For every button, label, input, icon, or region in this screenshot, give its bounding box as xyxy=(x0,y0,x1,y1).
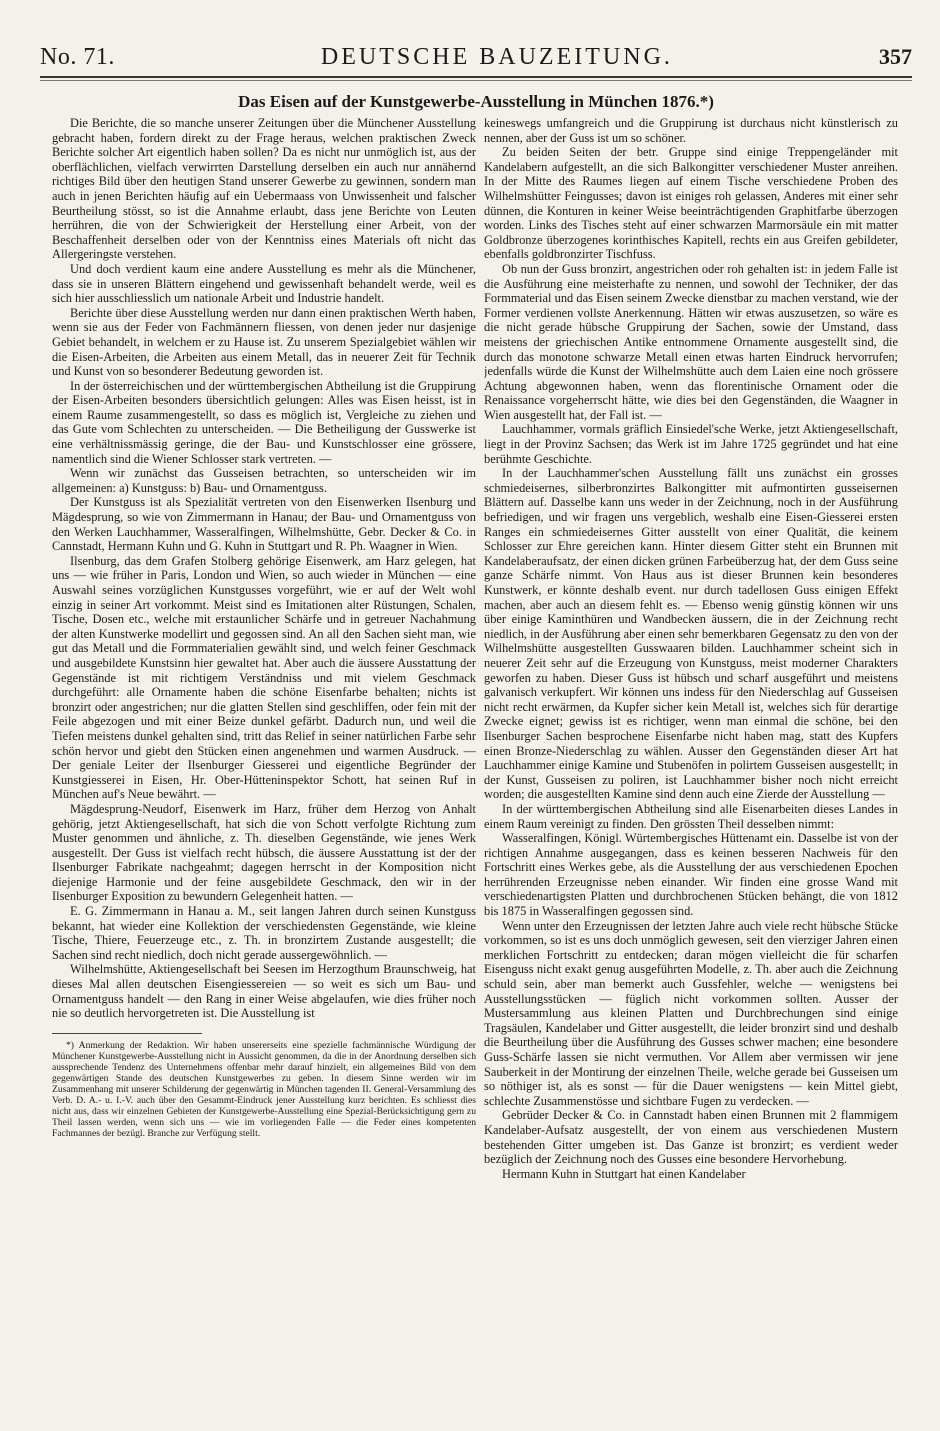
paragraph: In der österreichischen und der württembergischen Abtheilung ist die Gruppirung der Eisen-Arbeiten besonders übersichtlich gelungen: Alles was Eisen heisst, ist in einem Raume zusammengestellt, so dass es möglich ist, Vergleiche zu ziehen und das Gute vom Schlechten zu unterscheiden. — Die Betheiligung der Gusswerke ist eine verhältnissmässig geringe, die der Bau- und Kunstschlosser eine grössere, namentlich sind die Wiener Schlosser stark vertreten. — xyxy=(52,378,476,466)
paragraph: Die Berichte, die so manche unserer Zeitungen über die Münchener Ausstellung gebracht haben, fordern direkt zu der Frage heraus, welchen praktischen Zweck Berichte solcher Art eigentlich haben sollen? Da es nicht nur unmöglich ist, aus der oberflächlichen, vielfach verwirrten Darstellung derselben ein auch nur annähernd richtiges Bild über den heutigen Stand unserer Gewerbe zu gewinnen, sondern man auch in jenen Berichten häufig auf ein Uebermaass von Unwissenheit und falscher Beurtheilung stösst, so ist die Annahme erlaubt, dass jene Berichte von Leuten herrühren, die von der Schwierigkeit der Herstellung einer Arbeit, von der Beschaffenheit derselben oder von der Kenntniss eines Materials oft nicht das Allergeringste verstehen. xyxy=(52,116,476,262)
paragraph: In der Lauchhammer'schen Ausstellung fällt uns zunächst ein grosses schmiedeisernes, silberbronzirtes Balkongitter mit aufmontirten gusseisernen Blättern auf. Dasselbe kann uns weder in der Zeichnung, noch in der Ausführung befriedigen, und wir fragen uns vergeblich, weshalb eine Eisen-Giesserei ersten Ranges ein schmiedeisernes Gitter ausstellt von einer Qualität, die keinem Schlosser zur Ehre gereichen kann. Hinter diesem Gitter steht ein Brunnen mit Kandelaberaufsatz, der einen dicken grünen Farbeüberzug hat, der dem Guss seine ganze Schärfe nimmt. Von Haus aus ist dieser Brunnen kein besonderes Kunstwerk, er könnte deshalb event. nur durch tadellosen Guss einigen Effekt machen, aber auch an diesem fehlt es. — Ebenso wenig günstig können wir uns über einige Kaminthüren und Wandbecken äussern, die in der Zeichnung recht niedlich, in der Ausführung aber einen sehr bemerkbaren Gegensatz zu den von der Wilhelmshütte ausgestellten Gusswaaren bilden. Lauchhammer scheint sich in neuerer Zeit sehr auf die Erzeugung von Kunstguss, meist moderner Charakters geworfen zu haben. Dieser Guss ist hübsch und scharf ausgeführt und meistens galvanisch verkupfert. Wir können uns indess für den Niederschlag auf Gusseisen nicht recht erwärmen, da Kupfer sicher kein Metall ist, welches sich für derartige Zwecke eignet; gewiss ist es richtiger, wenn man einmal die schöne, bei den Ilsenburger Sachen besprochene Eisenfarbe nicht haben mag, statt des Kupfers einen Bronze-Niederschlag zu wählen. Ausser den Gegenständen dieser Art hat Lauchhammer einige Kamine und Stubenöfen in polirtem Gusseisen ausgestellt; in der Kunst, Gusseisen zu poliren, ist Lauchhammer bisher noch nicht erreicht worden; die ausgestellten Kamine sind denn auch eine Zierde der Ausstellung — xyxy=(484,466,898,802)
newspaper-title: DEUTSCHE BAUZEITUNG. xyxy=(320,44,673,70)
paragraph: Ilsenburg, das dem Grafen Stolberg gehörige Eisenwerk, am Harz gelegen, hat uns — wie früher in Paris, London und Wien, so auch wieder in München — eine Auswahl seines vorzüglichen Kunstgusses vorgeführt, wie er auf der Welt wohl einzig in seiner Art vorkommt. Meist sind es Imitationen alter Rüstungen, Schalen, Tische, Dosen etc., welche mit erstaunlicher Schärfe und in getreuer Nachahmung der alten Kunstwerke modellirt und gegossen sind. An all den Sachen sieht man, wie gut das Metall und die Formmaterialien gewählt sind, und welch feiner Geschmack und ausgebildete Kunstsinn hier gewaltet hat. Aber auch die äussere Ausstattung der Gegenstände ist mit richtigem Verständniss und mit vielem Geschmack durchgeführt: alle Ornamente haben die schöne Eisenfarbe behalten; nichts ist bronzirt oder angestrichen; nur die glatten Stellen sind geschliffen, oder fein mit der Feile abgezogen und mit einer Beize dunkel gefärbt. Dadurch nun, und weil die Tiefen meistens dunkel gehalten sind, tritt das Relief in seiner natürlichen Farbe sehr schön hervor und giebt den Stücken einen angenehmen und warmen Ausdruck. — Der geniale Leiter der Ilsenburger Giesserei und eigentliche Begründer der Kunstgiesserei in Eisen, Hr. Ober-Hütteninspektor Schott, hat seinen Ruf in München auf's Neue bewährt. — xyxy=(52,553,476,802)
paragraph: Wasseralfingen, Königl. Würtembergisches Hüttenamt ein. Dasselbe ist von der richtigen Annahme ausgegangen, dass es keinen besseren Nachweis für den Fortschritt eines Werkes gebe, als die Ausstellung der aus verschiedenen Epochen herrührenden Erzeugnisse neben einander. Wir finden eine grosse Wand mit verschiedenartigsten Platten und durchbrochenen Stücken behängt, die von 1812 bis 1875 in Wasseralfingen gegossen sind. xyxy=(484,831,898,919)
paragraph: Wilhelmshütte, Aktiengesellschaft bei Seesen im Herzogthum Braunschweig, hat dieses Mal allen deutschen Eisengiessereien — so weit es sich um Bau- und Ornamentguss handelt — den Rang in einer Weise abgelaufen, wie dies früher noch nie so deutlich hervorgetreten ist. Die Ausstellung ist xyxy=(52,962,476,1021)
page-number: 357 xyxy=(878,44,912,69)
paragraph: E. G. Zimmermann in Hanau a. M., seit langen Jahren durch seinen Kunstguss bekannt, hat wieder eine Kollektion der verschiedensten Gegenstände, wie kleine Tische, Thiere, Feuerzeuge etc., z. Th. in bronzirtem Zustande ausgestellt; die Sachen sind recht niedlich, doch nicht gerade aussergewöhnlich. — xyxy=(52,904,476,962)
paragraph: Lauchhammer, vormals gräflich Einsiedel'sche Werke, jetzt Aktiengesellschaft, liegt in der Provinz Sachsen; das Werk ist im Jahre 1725 gegründet und hat eine berühmte Geschichte. xyxy=(484,422,898,466)
paragraph: Wenn wir zunächst das Gusseisen betrachten, so unterscheiden wir im allgemeinen: a) Kunstguss: b) Bau- und Ornamentguss. xyxy=(52,466,476,495)
issue-number: No. 71. xyxy=(40,44,115,70)
paragraph: Und doch verdient kaum eine andere Ausstellung es mehr als die Münchener, dass sie in unseren Blättern eingehend und gewissenhaft behandelt werde, weil es sich hier ausschliesslich um nationale Arbeit und Industrie handelt. xyxy=(52,261,476,306)
paragraph: Gebrüder Decker & Co. in Cannstadt haben einen Brunnen mit 2 flammigem Kandelaber-Aufsatz ausgestellt, der von einem aus verschiedenen Mustern bestehenden Gitter umgeben ist. Das Ganze ist bronzirt; es verdient weder bezüglich der Zeichnung noch des Gusses eine besondere Hervorhebung. xyxy=(484,1108,898,1167)
paragraph: Zu beiden Seiten der betr. Gruppe sind einige Treppengeländer mit Kandelabern aufgestellt, an die sich Balkongitter verschiedener Muster anreihen. In der Mitte des Raumes liegen auf einem Tische verschiedene Proben des Wilhelmshütter Feingusses; davon ist einiges roh gelassen, Anderes mit einer sehr dünnen, die Konturen in keiner Weise beeinträchtigenden Graphitfarbe überzogen worden. Links des Tisches steht auf einer schwarzen Marmorsäule ein mit matter Goldbronze überzogenes korinthisches Kapitell, rechts ein aus Greifen gebildeter, ebenfalls goldbronzirter Tischfuss. xyxy=(484,145,898,262)
masthead xyxy=(40,44,912,74)
paragraph: Ob nun der Guss bronzirt, angestrichen oder roh gehalten ist: in jedem Falle ist die Ausführung eine meisterhafte zu nennen, und sowohl der Techniker, der das Formmaterial und das Eisen seinem Zwecke dienstbar zu machen verstand, wie der Former verdienen vollste Anerkennung. Hätten wir etwas auszusetzen, so wäre es die nicht gerade hübsche Gruppirung der Sachen, sowie der Umstand, dass meistens der griechischen Antike entnommene Ornamente ausgestellt sind, die durch das monotone schwarze Metall einen etwas harten Eindruck hervorrufen; jedenfalls würde die Kunst der Wilhelmshütte auch dem Laien eine noch grössere Achtung abgewonnen haben, wenn das florentinische Ornament oder die Renaissance vorgeherrscht hätte, wie dies bei den Gegenständen, die Waagner in Wien ausgestellt hat, der Fall ist. — xyxy=(484,261,898,422)
paragraph: Hermann Kuhn in Stuttgart hat einen Kandelaber xyxy=(502,1166,746,1181)
header-rule-thin xyxy=(40,80,912,81)
paragraph: keineswegs umfangreich und die Gruppirung ist durchaus nicht künstlerisch zu nennen, aber der Guss ist um so schöner. xyxy=(484,116,898,145)
paragraph: Wenn unter den Erzeugnissen der letzten Jahre auch viele recht hübsche Stücke vorkommen, so ist es uns doch unmöglich gewesen, seit den vierziger Jahren einen merklichen Fortschritt zu entdecken; daran mögen vielleicht die für scharfen Eisenguss nicht exakt genug ausgeführten Modelle, z. Th. aber auch die Zeichnung schuld sein, aber man bemerkt auch Gussfehler, welche — wenigstens bei Ausstellungsstücken — füglich nicht vorkommen sollten. Ausser der Mustersammlung aus kleinen Platten und Durchbrechungen sind einige Tragsäulen, Kandelaber und Gitter ausgestellt, die leider bronzirt sind und deshalb die Beurtheilung über die Ausführung des Gusses schwer machen; eine besondere Guss-Schärfe lassen sie nicht vermuthen. Vor Allem aber vermissen wir jene Sauberkeit in der Montirung der einzelnen Theile, welche gerade bei Gusseisen um so nöthiger ist, als es sonst — für die Dauer wenigstens — kein Mittel giebt, schlechte Zusammenstösse und sichtbare Fugen zu verdecken. — xyxy=(484,918,898,1108)
footnote xyxy=(52,1040,476,1139)
paragraph: Berichte über diese Ausstellung werden nur dann einen praktischen Werth haben, wenn sie aus der Feder von Fachmännern fliessen, von denen jeder nur dasjenige Gebiet behandelt, in welchem er zu Hause ist. Zu unserem Spezialgebiet wählen wir die Eisen-Arbeiten, die Arbeiten aus einem Metall, das in neuerer Zeit für Technik und Kunst von so besonderer Bedeutung geworden ist. xyxy=(52,305,476,379)
paragraph: In der württembergischen Abtheilung sind alle Eisenarbeiten dieses Landes in einem Raum vereinigt zu finden. Den grössten Theil desselben nimmt: xyxy=(484,801,898,831)
footnote-text: *) Anmerkung der Redaktion. Wir haben unsererseits eine spezielle fachmännische Würdigung der Münchener Kunstgewerbe-Ausstellung nicht in Aussicht genommen, da die in der Anordnung derselben sich aussprechende Tendenz des Unternehmens offenbar mehr darauf hinzielt, ein allgemeines Bild von dem gegenwärtigen Stande des deutschen Kunstgewerbes zu geben. In diesem Sinne werden wir im Zusammenhang mit unserer Schilderung der gegenwärtig in München tagenden II. General-Versammlung des Verb. D. A.- u. I.-V. auch über den Gesammt-Eindruck jener Ausstellung kurz berichten. Es schliesst dies nicht aus, dass wir einzelnen Gebieten der Kunstgewerbe-Ausstellung eine Spezial-Berücksichtigung gern zu Theil lassen werden, wenn sich uns — wie im vorliegenden Falle — die Feder eines kompetenten Fachmannes der bezügl. Branche zur Verfügung stellt. xyxy=(52,1039,476,1139)
paragraph: Mägdesprung-Neudorf, Eisenwerk im Harz, früher dem Herzog von Anhalt gehörig, jetzt Aktiengesellschaft, hat sich die von Schott verfolgte Richtung zum Muster genommen und ähnliche, z. Th. dieselben Gegenstände, wie jenes Werk ausgestellt. Der Guss ist vielfach recht hübsch, die äussere Ausstattung ist der der Ilsenburger Fabrikate nachgeahmt; dagegen herrscht in der Komposition nicht diejenige Harmonie und der feine ausgebildete Geschmack, den wir in der Ilsenburger Exposition zu bewundern Gelegenheit hatten. — xyxy=(52,801,476,904)
footnote-separator xyxy=(52,1033,202,1034)
paragraph: Der Kunstguss ist als Spezialität vertreten von den Eisenwerken Ilsenburg und Mägdesprung, so wie von Zimmermann in Hanau; der Bau- und Ornamentguss von den Werken Lauchhammer, Wasseralfingen, Wilhelmshütte, Gebr. Decker & Co. in Cannstadt, Hermann Kuhn und G. Kuhn in Stuttgart und R. Ph. Waagner in Wien. xyxy=(52,495,476,554)
right-column xyxy=(484,116,898,1416)
article-title: Das Eisen auf der Kunstgewerbe-Ausstellung in München 1876.*) xyxy=(238,92,714,111)
header-rule xyxy=(40,76,912,78)
left-column xyxy=(52,116,476,1390)
